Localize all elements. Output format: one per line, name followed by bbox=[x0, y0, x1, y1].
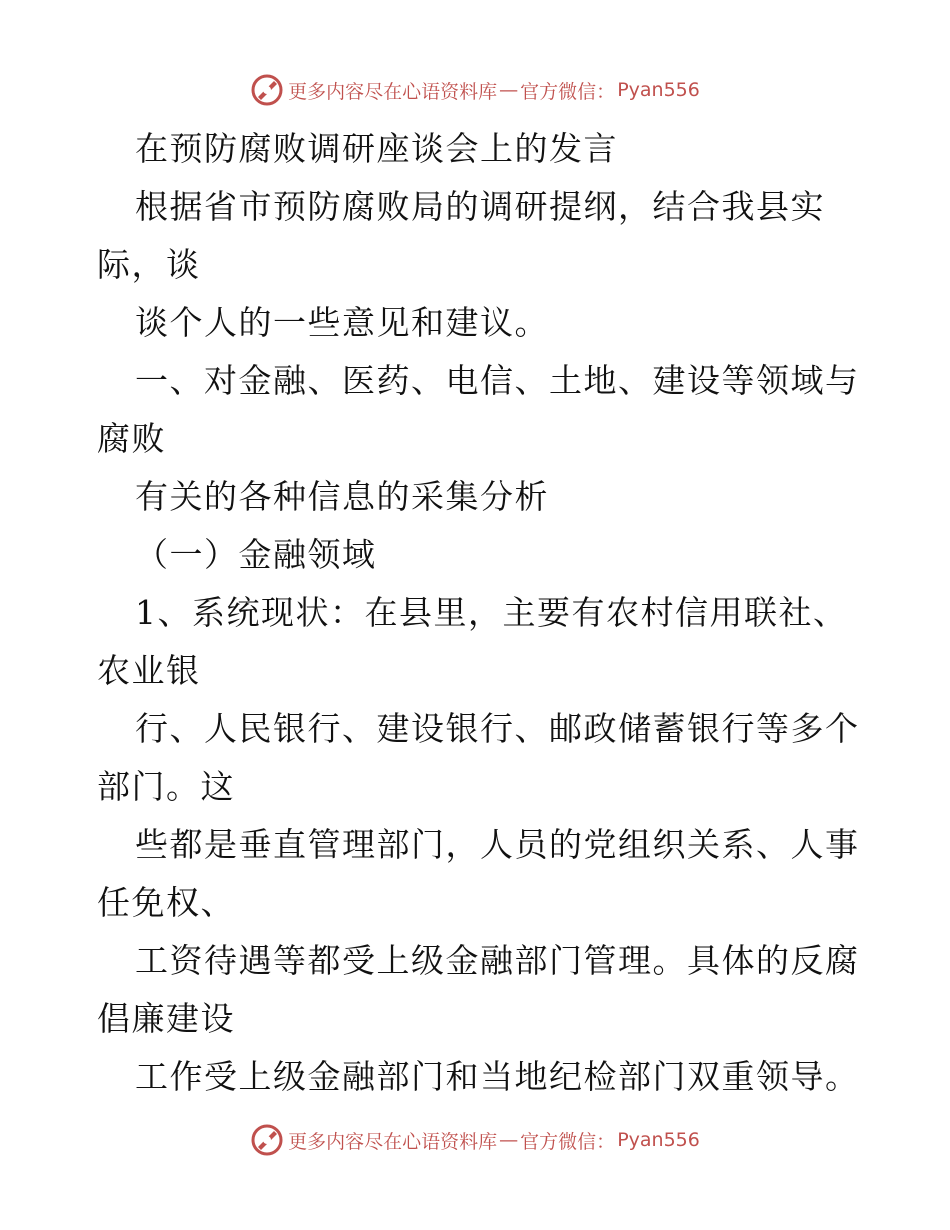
banner-handle: Pyan556 bbox=[617, 79, 700, 101]
text-line: （一）金融领域 bbox=[135, 535, 377, 574]
banner-separator: — bbox=[499, 1129, 519, 1151]
document-body bbox=[97, 120, 867, 1106]
footer-banner bbox=[0, 1118, 950, 1162]
text-line: 一、对金融、医药、电信、土地、建设等领域与 bbox=[135, 361, 860, 400]
brand-logo-icon bbox=[250, 73, 284, 107]
banner-left-text: 更多内容尽在心语资料库 bbox=[288, 1130, 498, 1153]
banner-right-text: 官方微信： bbox=[520, 1130, 616, 1153]
text-line: 部门。这 bbox=[97, 767, 235, 806]
banner-separator: — bbox=[499, 79, 519, 101]
text-line: 工资待遇等都受上级金融部门管理。具体的反腐 bbox=[135, 941, 860, 980]
text-line: 倡廉建设 bbox=[97, 999, 235, 1038]
text-line: 工作受上级金融部门和当地纪检部门双重领导。 bbox=[135, 1057, 860, 1096]
text-line: 任免权、 bbox=[97, 883, 235, 922]
text-line: 际，谈 bbox=[97, 245, 201, 284]
text-line: 些都是垂直管理部门，人员的党组织关系、人事 bbox=[135, 825, 860, 864]
banner-right-text: 官方微信： bbox=[520, 80, 616, 103]
text-line: 农业银 bbox=[97, 651, 201, 690]
header-banner bbox=[0, 68, 950, 112]
text-line: 根据省市预防腐败局的调研提纲，结合我县实 bbox=[135, 187, 825, 226]
text-line: 腐败 bbox=[97, 419, 166, 458]
brand-logo-icon bbox=[250, 1123, 284, 1157]
text-line: 1、系统现状：在县里，主要有农村信用联社、 bbox=[135, 593, 848, 632]
text-line: 有关的各种信息的采集分析 bbox=[135, 477, 549, 516]
banner-left-text: 更多内容尽在心语资料库 bbox=[288, 80, 498, 103]
text-line: 谈个人的一些意见和建议。 bbox=[135, 303, 549, 342]
text-line: 在预防腐败调研座谈会上的发言 bbox=[135, 129, 618, 168]
banner-handle: Pyan556 bbox=[617, 1129, 700, 1151]
text-line: 行、人民银行、建设银行、邮政储蓄银行等多个 bbox=[135, 709, 860, 748]
